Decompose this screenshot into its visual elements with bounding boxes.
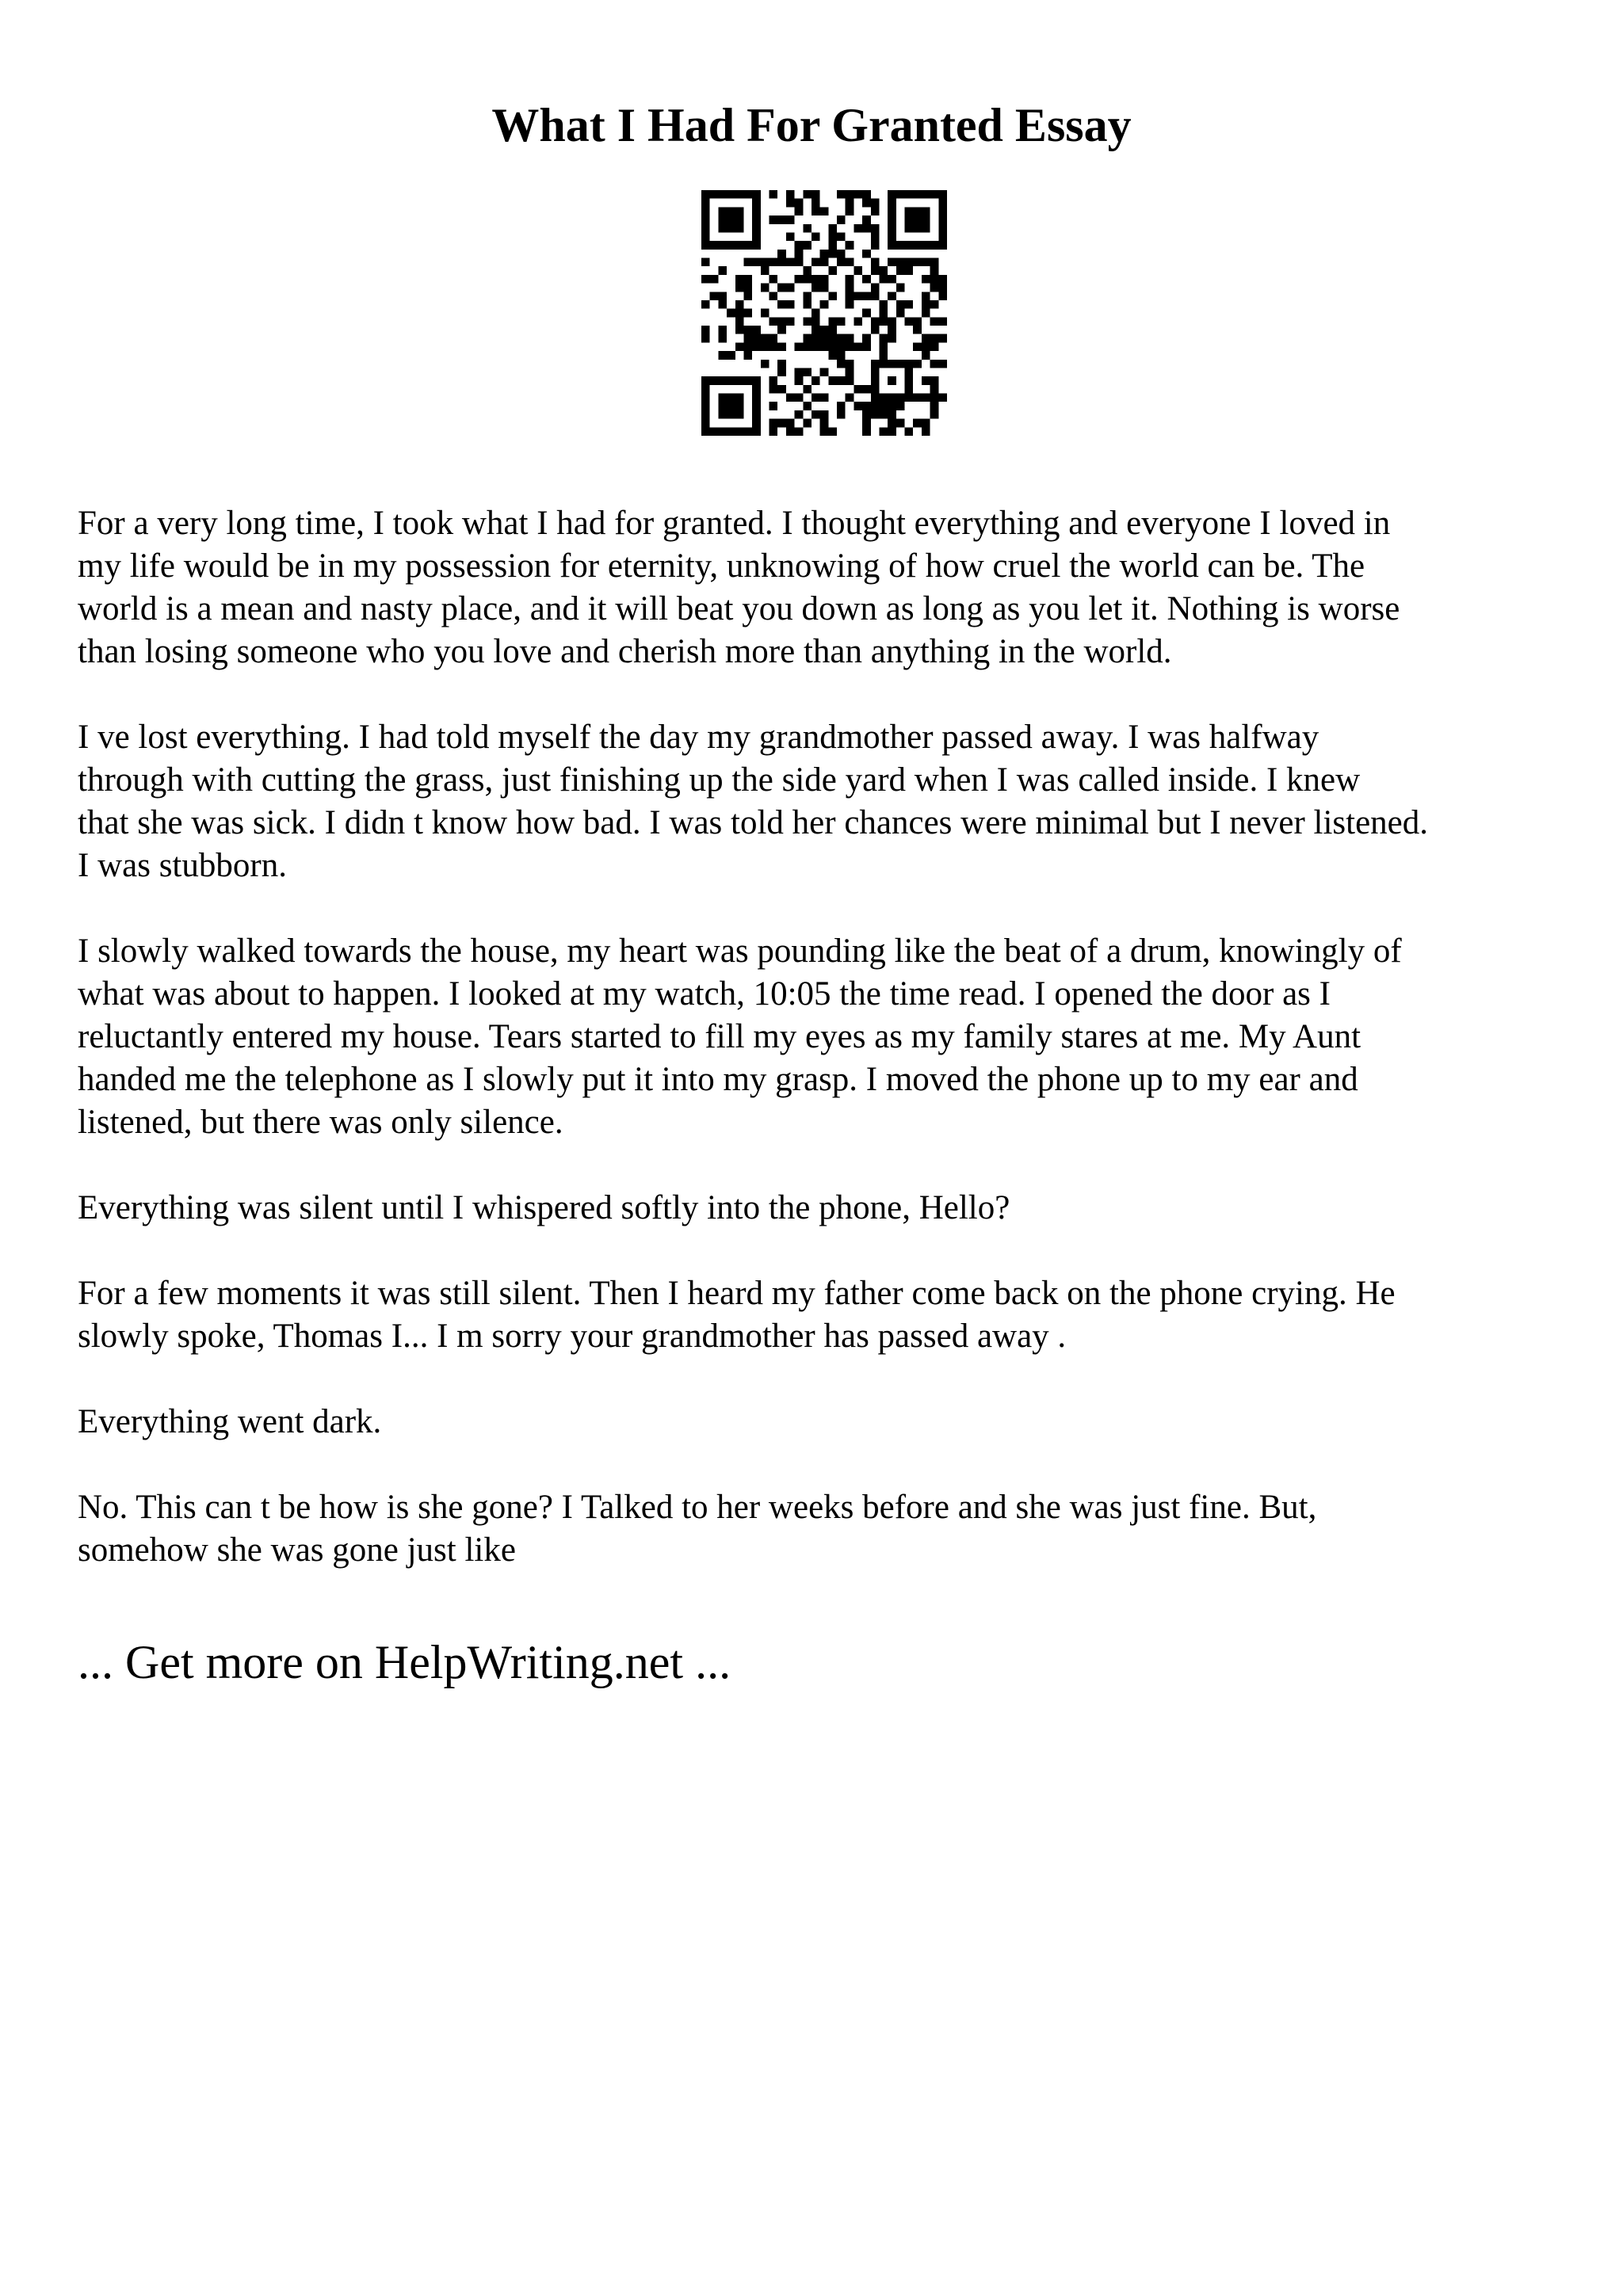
paragraph: I slowly walked towards the house, my heart was pounding like the beat of a drum, knowingly of what was about to happen. I looked at my watch, 10:05 the time read. I opened the door as I reluctantly entered my house. Tears started to fill my eyes as my family stares at me. My Aunt handed me the telephone as I slowly put it into my grasp. I moved the phone up to my ear and listened, but there was only silence. xyxy=(78,933,1402,1141)
qr-code-icon xyxy=(701,190,947,436)
paragraph: Everything went dark. xyxy=(78,1403,382,1440)
essay-body xyxy=(78,502,1568,1615)
paragraph: For a few moments it was still silent. Then I heard my father come back on the phone crying. He slowly spoke, Thomas I... I m sorry your grandmother has passed away . xyxy=(78,1275,1396,1355)
paragraph: Everything was silent until I whispered softly into the phone, Hello? xyxy=(78,1189,1010,1226)
document-title: What I Had For Granted Essay xyxy=(491,99,1132,151)
get-more-link[interactable]: ... Get more on HelpWriting.net ... xyxy=(78,1636,731,1688)
paragraph: I ve lost everything. I had told myself the day my grandmother passed away. I was halfway through with cutting the grass, just finishing up the side yard when I was called inside. I knew that she was sick. I didn t know how bad. I was told her chances were minimal but I never listened. I was stubborn. xyxy=(78,719,1429,884)
paragraph: For a very long time, I took what I had for granted. I thought everything and everyone I loved in my life would be in my possession for eternity, unknowing of how cruel the world can be. The world is a mean and nasty place, and it will beat you down as long as you let it. Nothing is worse than losing someone who you love and cherish more than anything in the world. xyxy=(78,505,1400,670)
paragraph: No. This can t be how is she gone? I Talked to her weeks before and she was just fine. But, somehow she was gone just like xyxy=(78,1489,1317,1569)
